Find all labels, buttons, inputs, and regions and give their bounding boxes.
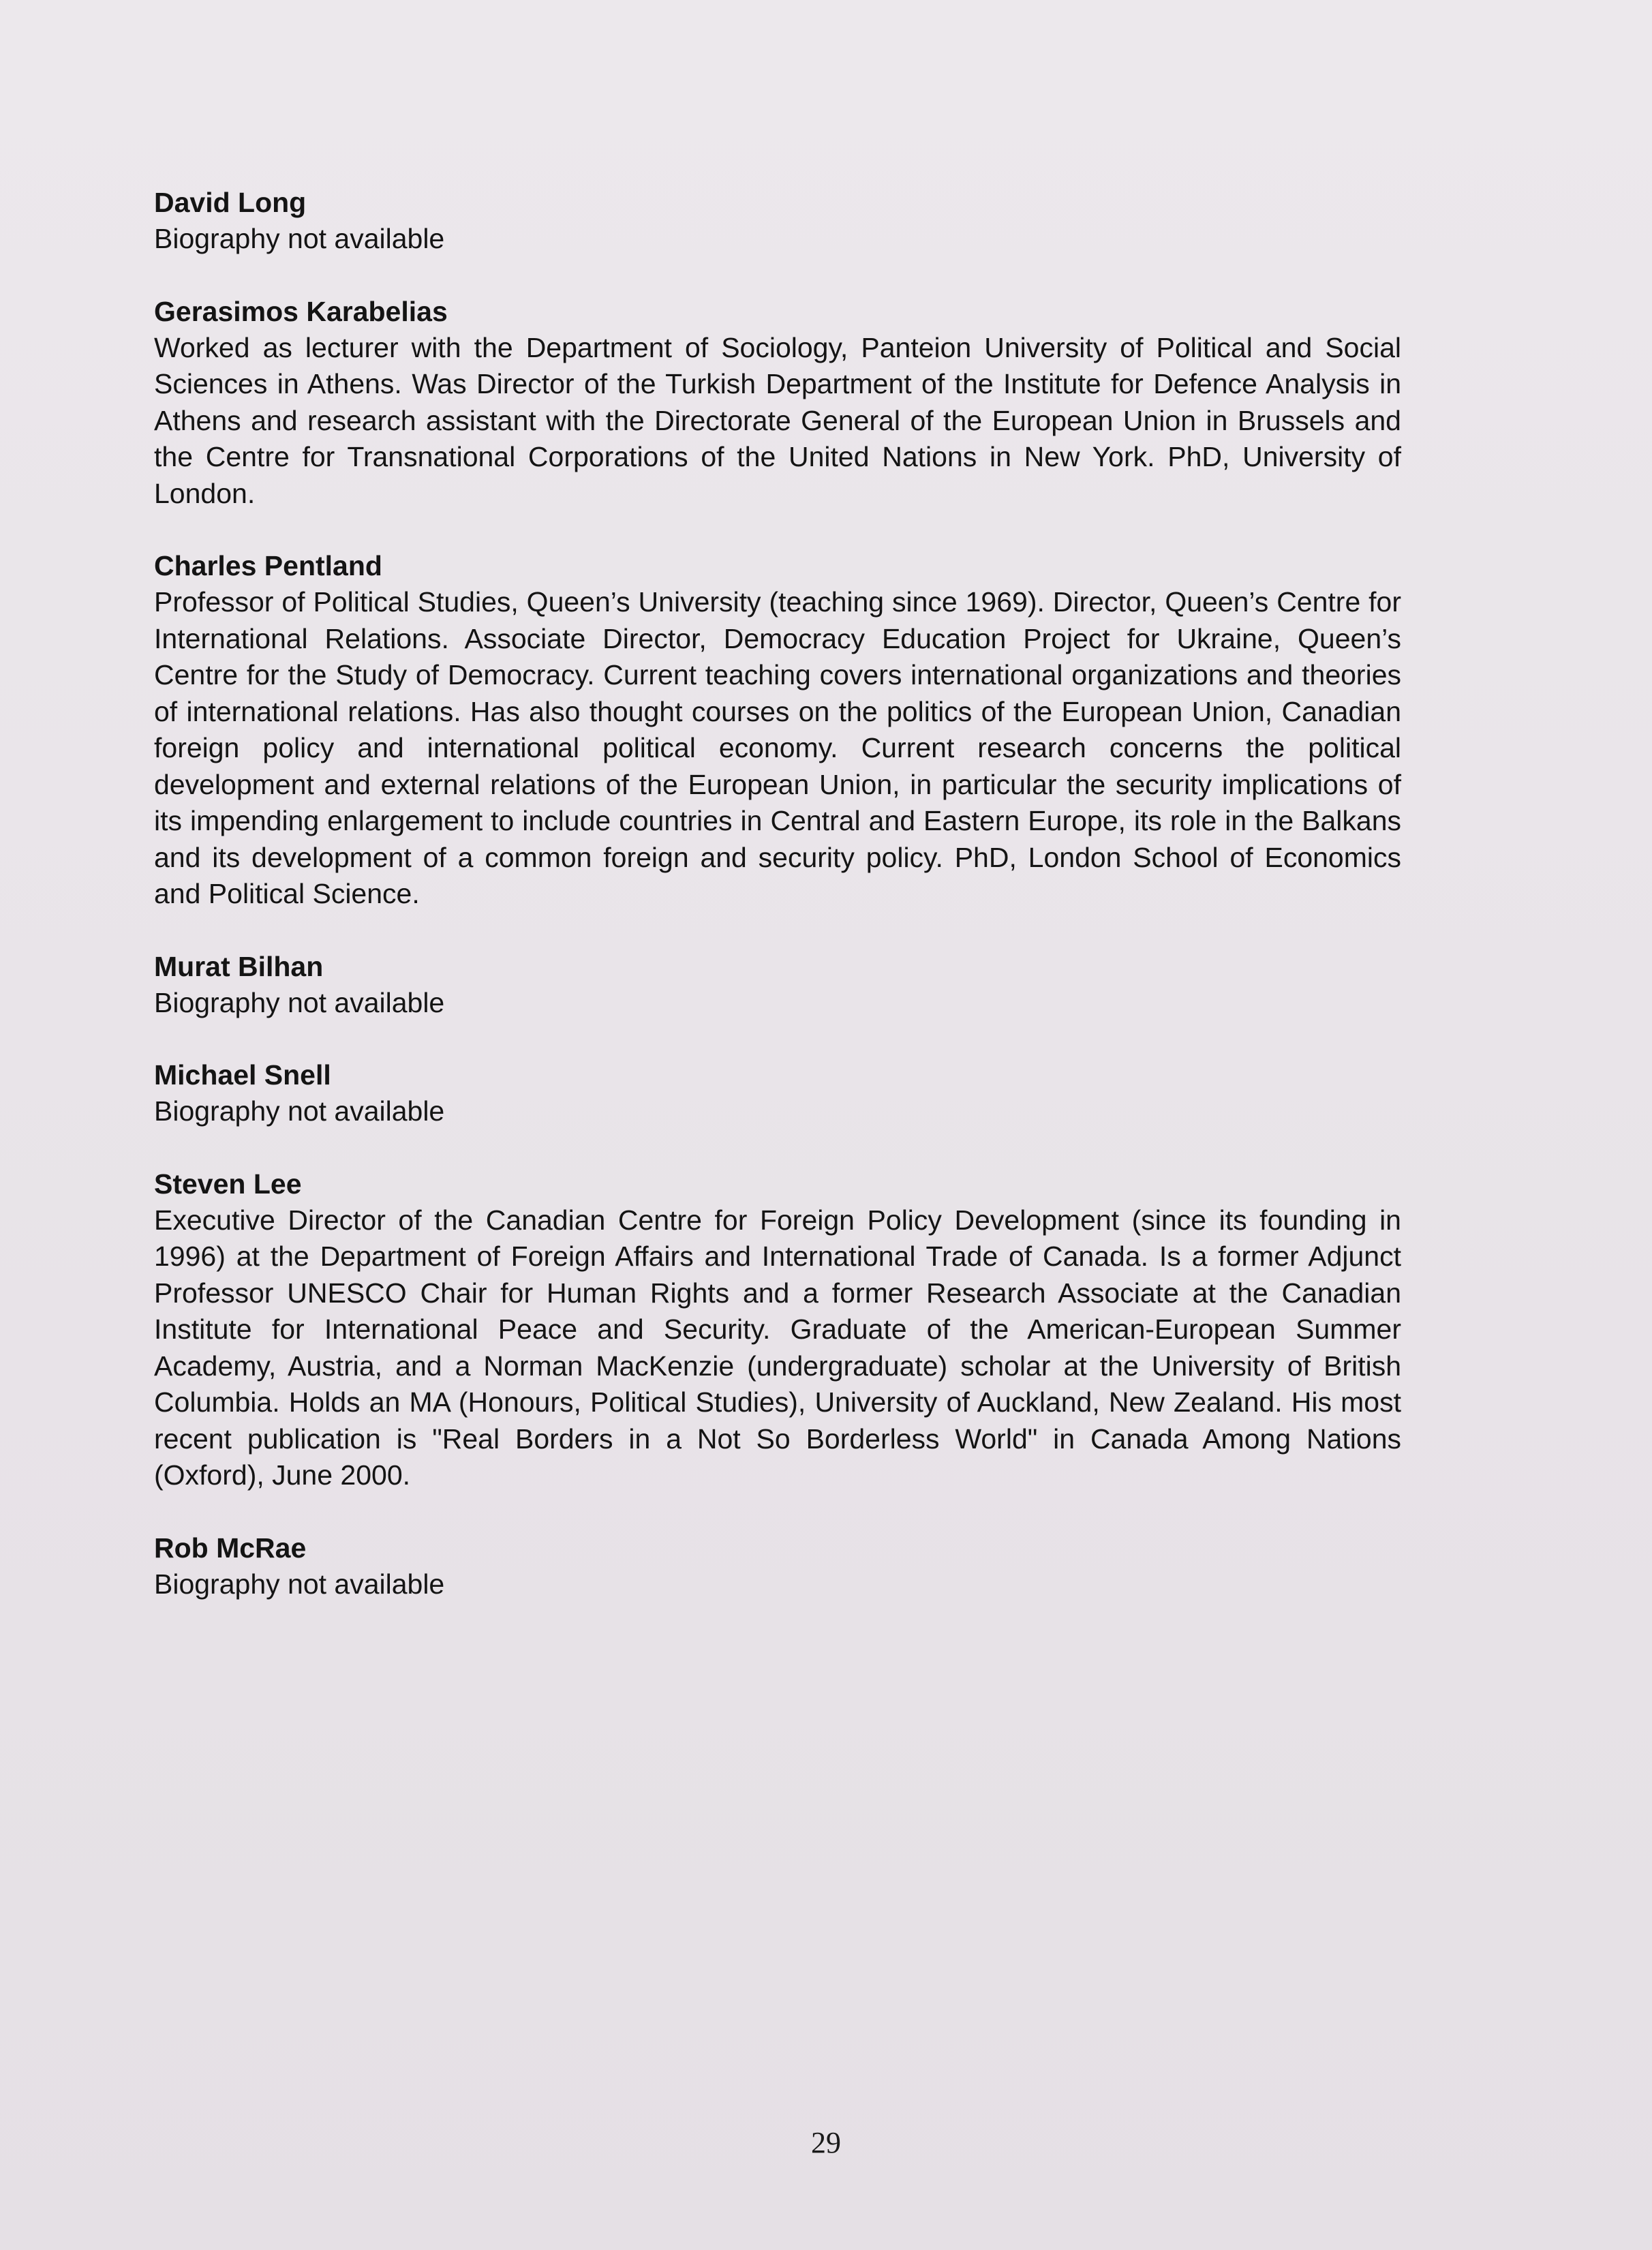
bio-entry-charles-pentland: [154, 547, 1401, 913]
person-name: Charles Pentland: [154, 550, 382, 581]
bio-entry-murat-bilhan: [154, 948, 1401, 1022]
bio-entry-rob-mcrae: [154, 1530, 1401, 1603]
bio-entry-gerasimos-karabelias: [154, 293, 1401, 513]
person-name: Rob McRae: [154, 1532, 307, 1564]
person-bio: Executive Director of the Canadian Centre for Foreign Policy Development (since its founding in 1996) at the Department of Foreign Affairs and International Trade of Canada. Is a former Adjunct Professor UNESCO Chair for Human Rights and a former Research Associate at the Canadian Institute for International Peace and Security. Graduate of the American-European Summer Academy, Austria, and a Norman MacKenzie (undergraduate) scholar at the University of British Columbia. Holds an MA (Honours, Political Studies), University of Auckland, New Zealand. His most recent publication is "Real Borders in a Not So Borderless World" in Canada Among Nations (Oxford), June 2000.: [154, 1204, 1401, 1491]
person-name: Murat Bilhan: [154, 950, 324, 982]
person-bio: Biography not available: [154, 1095, 445, 1127]
person-name: Michael Snell: [154, 1059, 331, 1091]
person-bio: Biography not available: [154, 986, 445, 1018]
person-name: Steven Lee: [154, 1168, 302, 1200]
page-number: 29: [811, 2126, 841, 2159]
person-bio: Biography not available: [154, 1568, 445, 1600]
bio-entry-steven-lee: [154, 1166, 1401, 1494]
biographies-list: [154, 184, 1401, 1638]
person-bio: Biography not available: [154, 223, 445, 254]
person-name: Gerasimos Karabelias: [154, 295, 448, 327]
person-bio: Worked as lecturer with the Department of Sociology, Panteion University of Political and Social Sciences in Athens. Was Director of the Turkish Department of the Institute for Defence Analysis in Athens and research assistant with the Directorate General of the European Union in Brussels and the Centre for Transnational Corporations of the United Nations in New York. PhD, University of London.: [154, 331, 1401, 509]
bio-entry-david-long: [154, 184, 1401, 258]
person-bio: Professor of Political Studies, Queen’s University (teaching since 1969). Director, Queen’s Centre for International Relations. Associate Director, Democracy Education Project for Ukraine, Queen’s Centre for the Study of Democracy. Current teaching covers international organizations and theories of international relations. Has also thought courses on the politics of the European Union, Canadian foreign policy and international political economy. Current research concerns the political development and external relations of the European Union, in particular the security implications of its impending enlargement to include countries in Central and Eastern Europe, its role in the Balkans and its development of a common foreign and security policy. PhD, London School of Economics and Political Science.: [154, 586, 1401, 909]
bio-entry-michael-snell: [154, 1056, 1401, 1130]
person-name: David Long: [154, 187, 307, 218]
